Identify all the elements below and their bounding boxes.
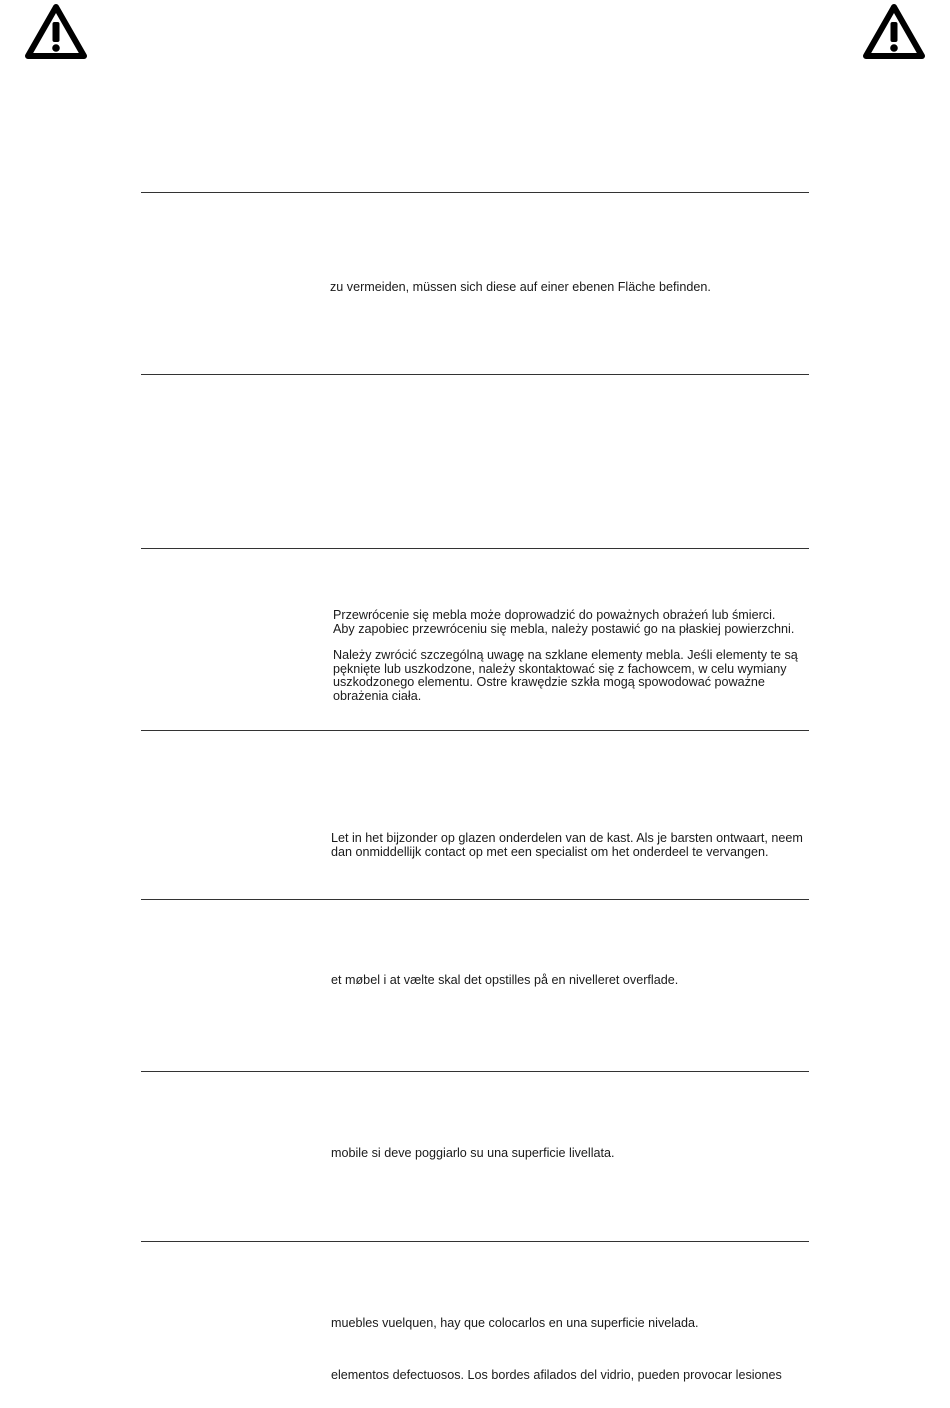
german-line-1: zu vermeiden, müssen sich diese auf einer ebenen Fläche befinden. xyxy=(330,280,711,294)
polish-line: uszkodzonego elementu. Ostre krawędzie szkła mogą spowodować poważne xyxy=(333,675,765,689)
section-divider xyxy=(141,192,809,193)
italian-line-1: mobile si deve poggiarlo su una superficie livellata. xyxy=(331,1146,615,1160)
polish-warning-text xyxy=(333,609,798,703)
warning-triangle-icon xyxy=(24,2,88,60)
dutch-warning-text xyxy=(331,832,803,859)
polish-line: Aby zapobiec przewróceniu się mebla, należy postawić go na płaskiej powierzchni. xyxy=(333,621,795,636)
section-divider xyxy=(141,899,809,900)
danish-line-1: et møbel i at vælte skal det opstilles på en nivelleret overflade. xyxy=(331,973,679,987)
german-warning-text xyxy=(330,281,711,295)
italian-warning-text xyxy=(331,1147,615,1161)
section-divider xyxy=(141,548,809,549)
warning-triangle-icon xyxy=(862,2,926,60)
dutch-line: Let in het bijzonder op glazen onderdelen van de kast. Als je barsten ontwaart, neem xyxy=(331,831,803,845)
polish-line: pęknięte lub uszkodzone, należy skontaktować się z fachowcem, w celu wymiany xyxy=(333,661,787,676)
spanish-line-2: elementos defectuosos. Los bordes afilados del vidrio, pueden provocar lesiones xyxy=(331,1368,782,1382)
polish-line: Przewrócenie się mebla może doprowadzić do poważnych obrażeń lub śmierci. xyxy=(333,608,776,622)
danish-warning-text xyxy=(331,974,678,988)
polish-line: Należy zwrócić szczególną uwagę na szklane elementy mebla. Jeśli elementy te są xyxy=(333,648,798,662)
dutch-line: dan onmiddellijk contact op met een specialist om het onderdeel te vervangen. xyxy=(331,844,769,859)
spanish-warning-text-1 xyxy=(331,1317,699,1331)
section-divider xyxy=(141,1241,809,1242)
polish-line: obrażenia ciała. xyxy=(333,688,422,703)
section-divider xyxy=(141,730,809,731)
section-divider xyxy=(141,374,809,375)
spanish-line-1: muebles vuelquen, hay que colocarlos en una superficie nivelada. xyxy=(331,1316,699,1330)
spanish-warning-text-2 xyxy=(331,1369,782,1383)
section-divider xyxy=(141,1071,809,1072)
